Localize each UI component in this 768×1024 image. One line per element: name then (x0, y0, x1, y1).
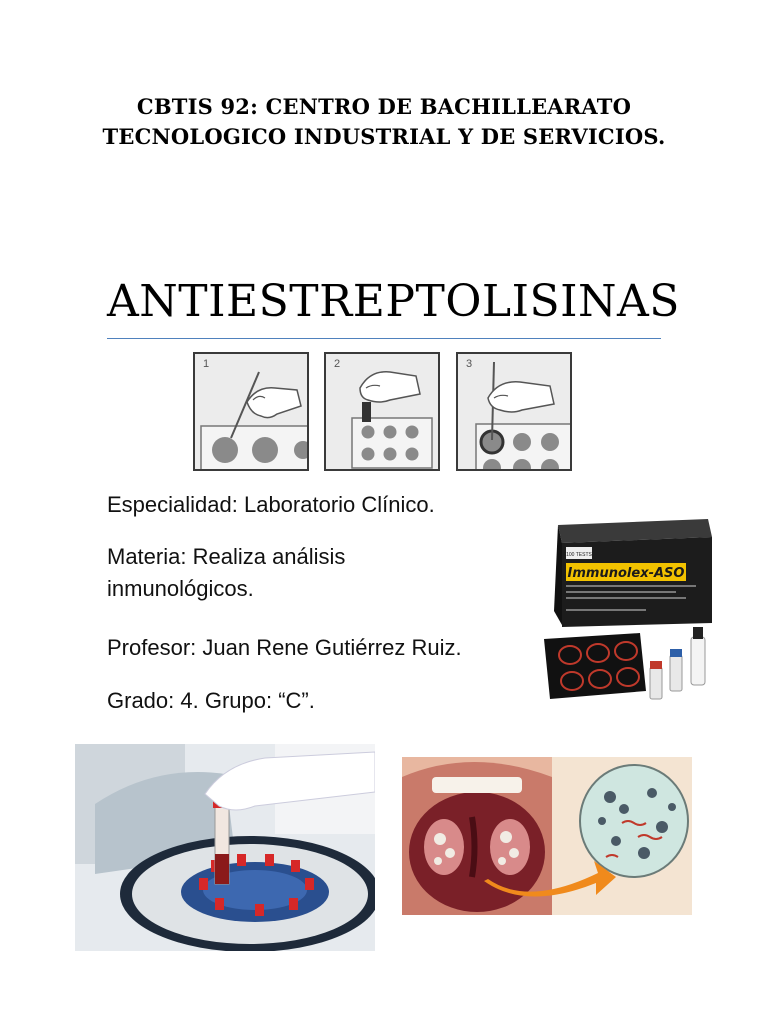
step-2-number: 2 (334, 358, 341, 370)
materia-text (107, 541, 437, 605)
profesor-text: Profesor: Juan Rene Gutiérrez Ruiz. (107, 635, 462, 660)
school-name-line-2: TECNOLOGICO INDUSTRIAL Y DE SERVICIOS. (102, 124, 666, 149)
grado-grupo-text: Grado: 4. Grupo: “C”. (107, 688, 315, 713)
kit-brand-text: Immunolex-ASO (567, 566, 685, 581)
strep-throat-photo (402, 757, 692, 915)
especialidad-text: Especialidad: Laboratorio Clínico. (107, 492, 435, 517)
title-underline (107, 338, 661, 339)
materia-line-2: inmunológicos. (107, 576, 254, 601)
step-1-number: 1 (203, 358, 210, 370)
aso-test-kit-image (540, 515, 720, 710)
materia-line-1: Materia: Realiza análisis (107, 544, 346, 569)
step-3-illustration (456, 352, 572, 471)
school-name-line-1: CBTIS 92: CENTRO DE BACHILLEARATO (136, 94, 632, 119)
document-title: ANTIESTREPTOLISINAS (107, 276, 680, 327)
centrifuge-photo (75, 744, 375, 951)
step-1-illustration (193, 352, 309, 471)
step-2-illustration (324, 352, 440, 471)
step-3-number: 3 (466, 358, 473, 370)
kit-badge-text: 100 TESTS (566, 552, 592, 558)
